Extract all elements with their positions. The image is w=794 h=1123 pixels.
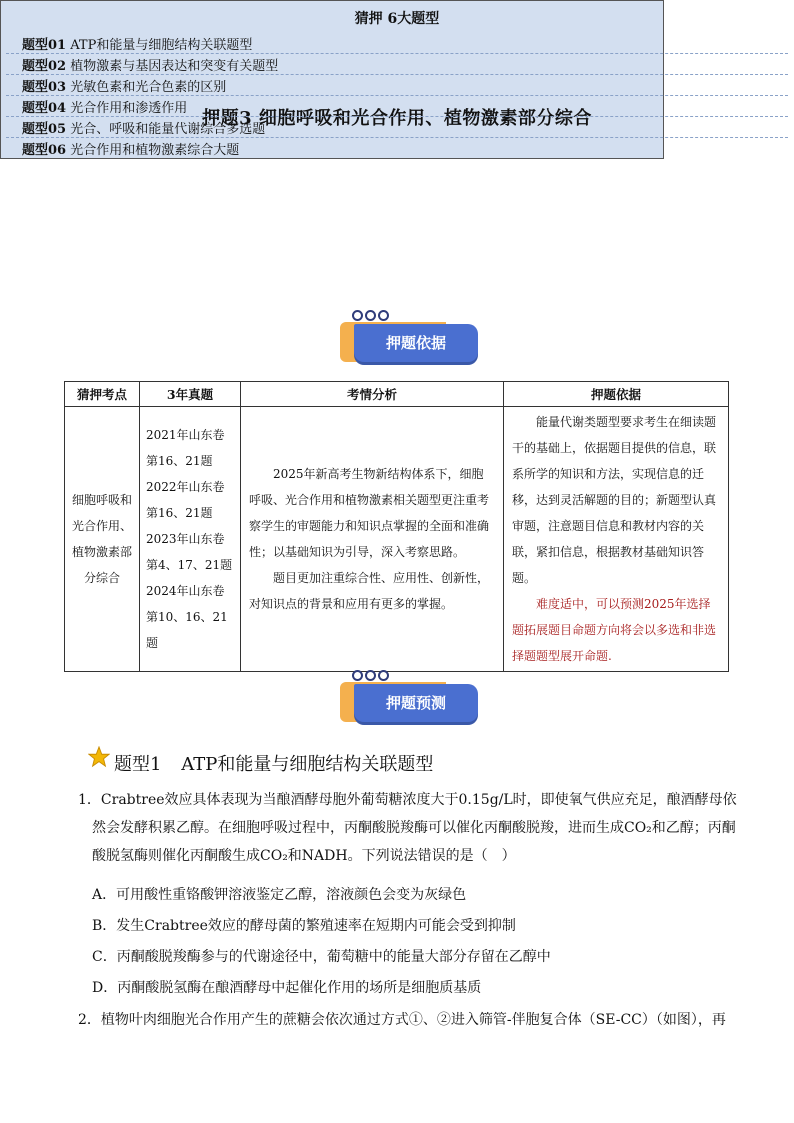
banner-label: 押题预测 bbox=[354, 684, 478, 722]
summary-item: 题型01 ATP和能量与细胞结构关联题型 bbox=[22, 38, 253, 53]
question-stem: 植物叶肉细胞光合作用产生的蔗糖会依次通过方式①、②进入筛管-伴胞复合体（SE-CC）（如图），再 bbox=[100, 1012, 726, 1028]
basis-prediction: 难度适中，可以预测2025年选择题拓展题目命题方向将会以多选和非选择题题型展开命题. bbox=[512, 597, 717, 663]
binder-rings-icon bbox=[352, 306, 391, 320]
years-cell bbox=[140, 407, 241, 672]
divider bbox=[6, 74, 788, 75]
topic-cell bbox=[65, 407, 140, 672]
basis-table bbox=[64, 381, 729, 672]
summary-item: 题型05 光合、呼吸和能量代谢综合多选题 bbox=[22, 122, 266, 137]
question-1 bbox=[74, 786, 738, 870]
question-type-summary-box bbox=[0, 0, 664, 159]
divider bbox=[6, 53, 788, 54]
question-stem: Crabtree效应具体表现为当酿酒酵母胞外葡萄糖浓度大于0.15g/L时，即使氧气供应充足，酿酒酵母依然会发酵积累乙醇。在细胞呼吸过程中，丙酮酸脱羧酶可以催化丙酮酸脱羧，进而生成CO₂和乙醇；丙酮酸脱氢酶则催化丙酮酸生成CO₂和NADH。下列说法错误的是（ ） bbox=[92, 792, 737, 864]
divider bbox=[6, 116, 788, 117]
option-a: A．可用酸性重铬酸钾溶液鉴定乙醇，溶液颜色会变为灰绿色 bbox=[92, 887, 467, 903]
question-number: 2． bbox=[78, 1012, 101, 1028]
divider bbox=[6, 137, 788, 138]
summary-item: 题型06 光合作用和植物激素综合大题 bbox=[22, 143, 240, 158]
option-d: D．丙酮酸脱氢酶在酿酒酵母中起催化作用的场所是细胞质基质 bbox=[92, 980, 482, 996]
basis-cell bbox=[504, 407, 729, 672]
summary-item: 题型02 植物激素与基因表达和突变有关题型 bbox=[22, 59, 279, 74]
summary-item: 题型04 光合作用和渗透作用 bbox=[22, 101, 188, 116]
section-title: ATP和能量与细胞结构关联题型 bbox=[181, 754, 434, 775]
years-list: 2021年山东卷 第16、21题 2022年山东卷 第16、21题 2023年山东卷 第4、17、21题 2024年山东卷 第10、16、21 题 bbox=[146, 428, 233, 650]
binder-rings-icon bbox=[352, 666, 391, 680]
basis-banner bbox=[340, 306, 480, 374]
table-header: 押题依据 bbox=[504, 382, 729, 407]
summary-heading: 猜押 6大题型 bbox=[354, 11, 440, 27]
basis-paragraph: 能量代谢类题型要求考生在细读题干的基础上，依据题目提供的信息，联系所学的知识和方法，实现信息的迁移，达到灵活解题的目的；新题型认真审题，注意题目信息和教材内容的关联，紧扣信息，根据教材基础知识答题。 bbox=[512, 415, 717, 585]
section-heading bbox=[92, 750, 433, 776]
divider bbox=[6, 95, 788, 96]
banner-label: 押题依据 bbox=[354, 324, 478, 362]
star-icon bbox=[88, 746, 110, 768]
prediction-banner bbox=[340, 666, 480, 734]
analysis-cell bbox=[241, 407, 504, 672]
option-b: B．发生Crabtree效应的酵母菌的繁殖速率在短期内可能会受到抑制 bbox=[92, 918, 516, 934]
table-header: 考情分析 bbox=[241, 382, 504, 407]
analysis-paragraph: 2025年新高考生物新结构体系下，细胞呼吸、光合作用和植物激素相关题型更注重考察学生的审题能力和知识点掌握的全面和准确性；以基础知识为引导，深入考察思路。 bbox=[249, 467, 490, 559]
analysis-paragraph: 题目更加注重综合性、应用性、创新性，对知识点的背景和应用有更多的掌握。 bbox=[249, 571, 490, 611]
table-header: 3年真题 bbox=[140, 382, 241, 407]
question-2 bbox=[74, 1006, 738, 1034]
section-label: 题型1 bbox=[114, 754, 162, 775]
page-title: 押题3 细胞呼吸和光合作用、植物激素部分综合 bbox=[202, 108, 592, 129]
question-number: 1． bbox=[78, 792, 101, 808]
table-header: 猜押考点 bbox=[65, 382, 140, 407]
topic-text: 细胞呼吸和光合作用、植物激素部分综合 bbox=[71, 493, 132, 585]
option-c: C．丙酮酸脱羧酶参与的代谢途径中，葡萄糖中的能量大部分存留在乙醇中 bbox=[92, 949, 551, 965]
summary-item: 题型03 光敏色素和光合色素的区别 bbox=[22, 80, 227, 95]
